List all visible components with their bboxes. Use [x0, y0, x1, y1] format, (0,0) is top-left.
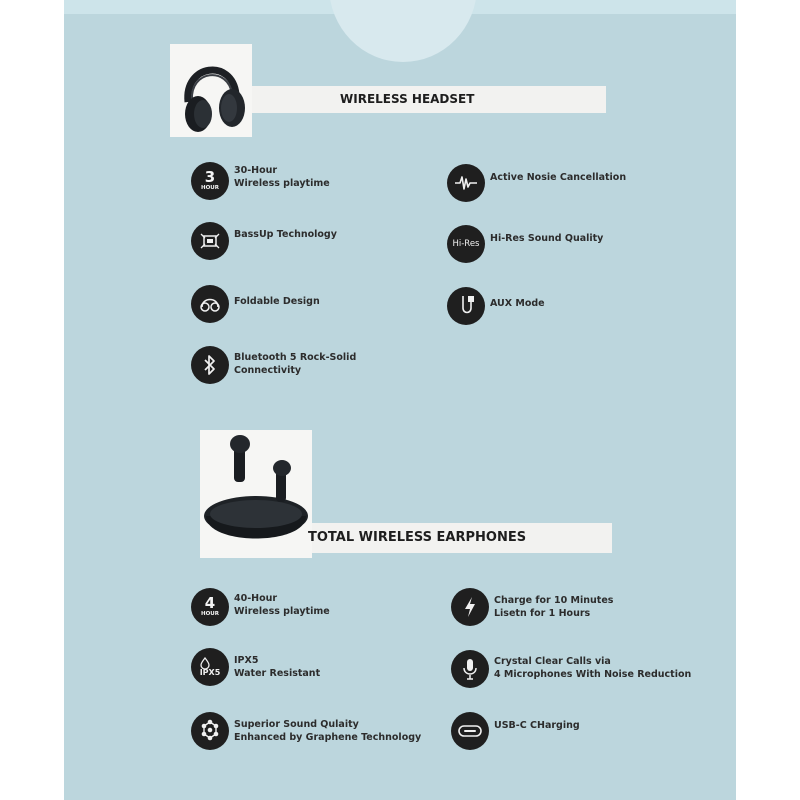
bassup-speaker-icon — [191, 222, 229, 260]
feature-line1: Foldable Design — [234, 296, 320, 307]
usb-c-icon — [451, 712, 489, 750]
4-hour-icon — [191, 588, 229, 626]
feature-hi-res-sound — [447, 225, 603, 263]
background-edge — [736, 0, 800, 800]
earphones-section-title: TOTAL WIRELESS EARPHONES — [308, 530, 527, 545]
feature-ipx5-water-resistant — [191, 648, 320, 686]
feature-line2: 4 Microphones With Noise Reduction — [494, 669, 692, 680]
feature-line2: Wireless playtime — [234, 606, 330, 617]
feature-line1: 30-Hour — [234, 165, 278, 176]
headset-section-title: WIRELESS HEADSET — [340, 92, 475, 106]
feature-line1: 40-Hour — [234, 593, 278, 604]
feature-line1: BassUp Technology — [234, 229, 337, 240]
hi-res-badge-text: Hi-Res — [452, 239, 480, 249]
feature-foldable-design — [191, 285, 320, 323]
feature-line1: Hi-Res Sound Quality — [490, 233, 604, 244]
hi-res-icon — [447, 225, 485, 263]
lightning-charge-icon — [451, 588, 489, 626]
feature-line1: AUX Mode — [490, 298, 545, 309]
feature-active-noise-cancellation — [447, 164, 626, 202]
feature-line1: Bluetooth 5 Rock-Solid — [234, 352, 357, 363]
feature-line2: Lisetn for 1 Hours — [494, 608, 591, 619]
earphones-image-icon — [200, 430, 312, 558]
headset-image-icon — [170, 44, 252, 137]
badge-number: 3 — [204, 168, 216, 187]
earphones-photo — [200, 430, 312, 558]
feature-aux-mode — [447, 287, 545, 325]
3-hour-icon — [191, 162, 229, 200]
feature-graphene-sound — [191, 712, 421, 750]
feature-line1: Crystal Clear Calls via — [494, 656, 611, 667]
feature-30-hour-playtime — [191, 162, 330, 200]
feature-line1: Superior Sound Qulaity — [234, 719, 359, 730]
ipx5-water-drop-icon — [191, 648, 229, 686]
feature-fast-charge — [451, 588, 613, 626]
bluetooth-icon — [191, 346, 229, 384]
feature-line2: Enhanced by Graphene Technology — [234, 732, 422, 743]
feature-line1: USB-C CHarging — [494, 720, 580, 731]
feature-line2: Wireless playtime — [234, 178, 330, 189]
hang-tab-cutout — [329, 0, 477, 62]
graphene-hexagon-icon — [191, 712, 229, 750]
feature-usb-c-charging — [451, 712, 580, 750]
feature-line2: Connectivity — [234, 365, 302, 376]
aux-cable-icon — [447, 287, 485, 325]
feature-clear-calls — [451, 650, 691, 688]
headset-photo — [170, 44, 252, 137]
badge-unit: HOUR — [201, 611, 219, 618]
feature-bluetooth-5 — [191, 346, 356, 384]
feature-40-hour-playtime — [191, 588, 330, 626]
badge-unit: HOUR — [201, 185, 219, 192]
feature-line1: IPX5 — [234, 655, 259, 666]
feature-line2: Water Resistant — [234, 668, 321, 679]
badge-number: 4 — [204, 594, 216, 613]
feature-line1: Charge for 10 Minutes — [494, 595, 614, 606]
ipx5-badge-text: IPX5 — [199, 668, 221, 677]
foldable-headphones-icon — [191, 285, 229, 323]
feature-bassup-technology — [191, 222, 337, 260]
noise-cancellation-waveform-icon — [447, 164, 485, 202]
package-back-panel — [64, 0, 736, 800]
microphone-icon — [451, 650, 489, 688]
feature-line1: Active Nosie Cancellation — [490, 172, 627, 183]
